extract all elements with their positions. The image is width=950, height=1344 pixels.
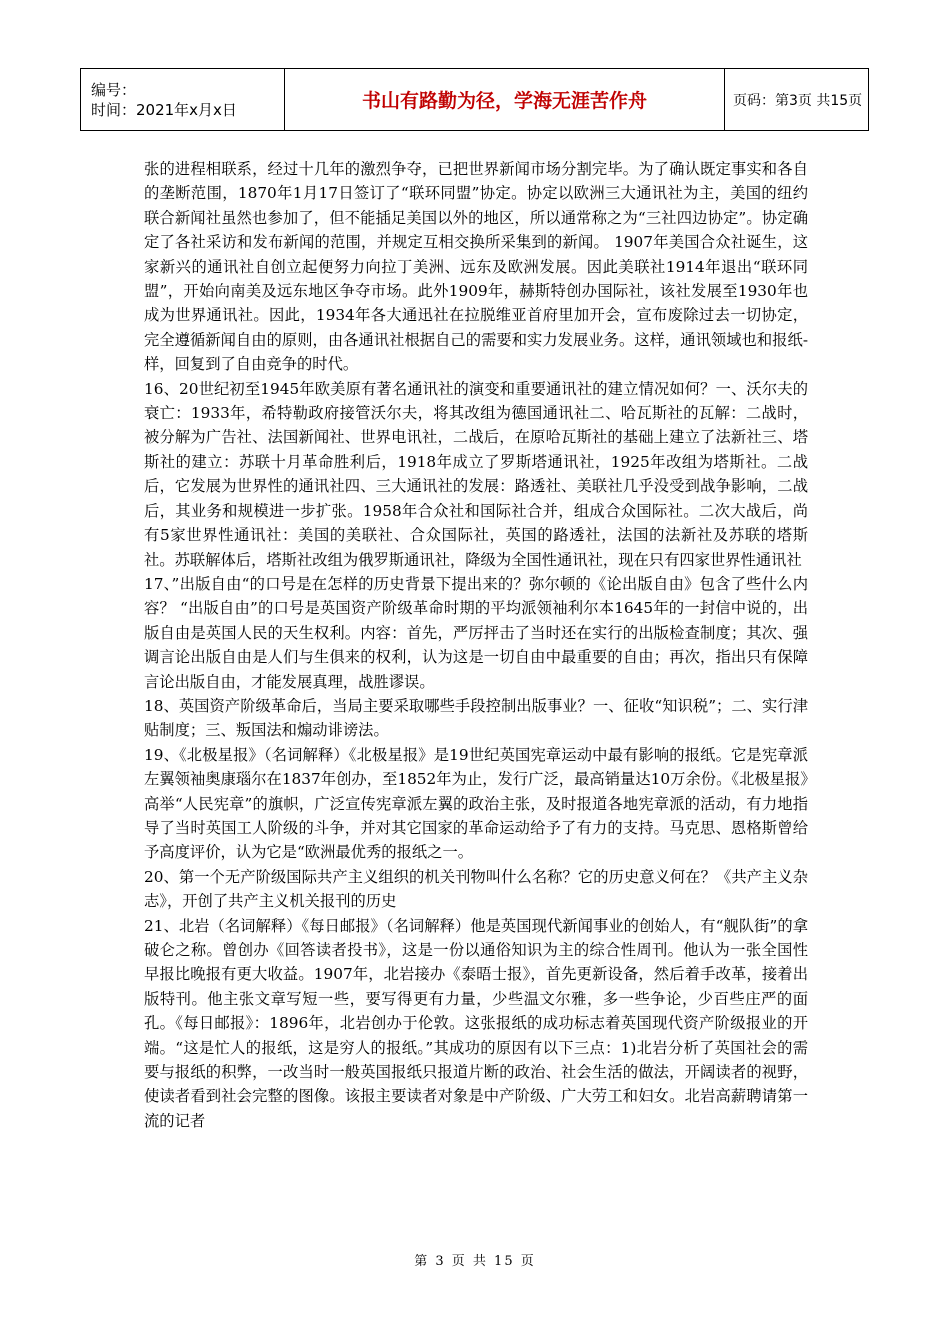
header-motto-cell — [285, 69, 725, 130]
paragraph-q20: 20、第一个无产阶级国际共产主义组织的机关刊物叫什么名称？它的历史意义何在？《共产主义杂志》，开创了共产主义机关报刊的历史 — [144, 867, 808, 911]
header-page-cell — [725, 69, 868, 130]
paragraph-q18: 18、英国资产阶级革命后，当局主要采取哪些手段控制出版事业？一、征收“知识税”；二、实行津贴制度；三、叛国法和煽动诽谤法。 — [144, 696, 808, 740]
paragraph-q17: 17、”出版自由“的口号是在怎样的历史背景下提出来的？弥尔顿的《论出版自由》包含了些什么内容？ “出版自由”的口号是英国资产阶级革命时期的平均派领袖利尔本1645年的一封信中说的，出版自由是英国人民的天生权利。内容：首先，严厉抨击了当时还在实行的出版检查制度；其次、强调言论出版自由是人们与生俱来的权利，认为这是一切自由中最重要的自由；再次，指出只有保障言论出版自由，才能发展真理，战胜谬误。 — [144, 574, 808, 691]
document-body — [144, 157, 808, 1133]
header-meta — [81, 69, 285, 130]
paragraph-continuation: 张的进程相联系，经过十几年的激烈争夺，已把世界新闻市场分割完毕。为了确认既定事实和各自的垄断范围，1870年1月17日签订了“联环同盟”协定。协定以欧洲三大通讯社为主，美国的纽约联合新闻社虽然也参加了，但不能插足美国以外的地区，所以通常称之为“三社四边协定”。协定确定了各社采访和发布新闻的范围，并规定互相交换所采集到的新闻。 1907年美国合众社诞生，这家新兴的通讯社自创立起便努力向拉丁美洲、远东及欧洲发展。因此美联社1914年退出“联环同盟”，开始向南美及远东地区争夺市场。此外1909年，赫斯特创办国际社，该社发展至1930年也成为世界通讯社。因此，1934年各大通迅社在拉脱维亚首府里加开会，宣布废除过去一切协定，完全遵循新闻自由的原则，由各通讯社根据自己的需要和实力发展业务。这样，通讯领域也和报纸-样，回复到了自由竞争的时代。 — [144, 160, 808, 374]
page-footer: 第 3 页 共 15 页 — [414, 1254, 536, 1269]
header-motto: 书山有路勤为径，学海无涯苦作舟 — [361, 90, 647, 112]
paragraph-q19: 19、《北极星报》（名词解释）《北极星报》是19世纪英国宪章运动中最有影响的报纸。它是宪章派左翼领袖奥康瑙尔在1837年创办，至1852年为止，发行广泛，最高销量达10万余份。《北极星报》高举“人民宪章”的旗帜，广泛宣传宪章派左翼的政治主张，及时报道各地宪章派的活动，有力地指导了当时英国工人阶级的斗争，并对其它国家的革命运动给予了有力的支持。马克思、恩格斯曾给予高度评价，认为它是“欧洲最优秀的报纸之一。 — [144, 745, 808, 862]
page-header — [80, 68, 869, 131]
paragraph-q16: 16、20世纪初至1945年欧美原有著名通讯社的演变和重要通讯社的建立情况如何？一、沃尔夫的衰亡：1933年，希特勒政府接管沃尔夫，将其改组为德国通讯社二、哈瓦斯社的瓦解：二战时，被分解为广告社、法国新闻社、世界电讯社，二战后，在原哈瓦斯社的基础上建立了法新社三、塔斯社的建立：苏联十月革命胜利后，1918年成立了罗斯塔通讯社，1925年改组为塔斯社。二战后，它发展为世界性的通讯社四、三大通讯社的发展：路透社、美联社几乎没受到战争影响，二战后，其业务和规模进一步扩张。1958年合众社和国际社合并，组成合众国际社。二次大战后，尚有5家世界性通讯社：美国的美联社、合众国际社，英国的路透社，法国的法新社及苏联的塔斯社。苏联解体后，塔斯社改组为俄罗斯通讯社，降级为全国性通讯社，现在只有四家世界性通讯社 — [144, 379, 808, 569]
document-number-label: 编号： — [91, 80, 137, 99]
document-date-label: 时间：2021年x月x日 — [91, 100, 237, 119]
paragraph-q21: 21、北岩（名词解释）《每日邮报》（名词解释）他是英国现代新闻事业的创始人，有“舰队街”的拿破仑之称。曾创办《回答读者投书》，这是一份以通俗知识为主的综合性周刊。他认为一张全国性早报比晚报有更大收益。1907年，北岩接办《泰晤士报》，首先更新设备，然后着手改革，接着出版特刊。他主张文章写短一些，要写得更有力量，少些温文尔雅，多一些争论，少百些庄严的面孔。《每日邮报》：1896年，北岩创办于伦敦。这张报纸的成功标志着英国现代资产阶级报业的开端。“这是忙人的报纸，这是穷人的报纸。”其成功的原因有以下三点：1)北岩分析了英国社会的需要与报纸的积弊，一改当时一般英国报纸只报道片断的政治、社会生活的做法，开阔读者的视野，使读者看到社会完整的图像。该报主要读者对象是中产阶级、广大劳工和妇女。北岩高薪聘请第一流的记者 — [144, 916, 808, 1130]
header-page-number: 页码：第3页 共15页 — [733, 92, 863, 109]
